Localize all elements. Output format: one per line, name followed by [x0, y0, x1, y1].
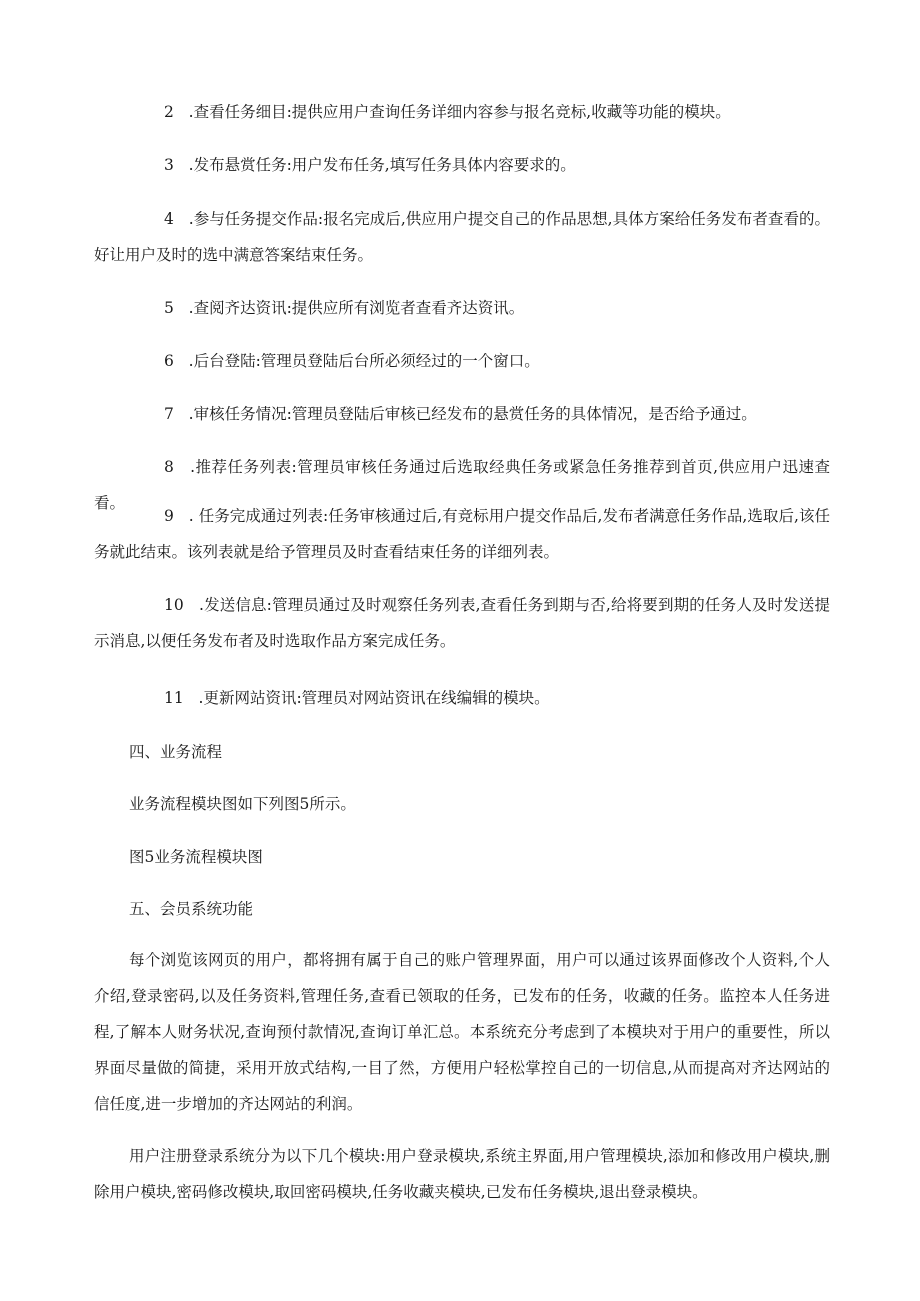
- body-paragraph: 用户注册登录系统分为以下几个模块:用户登录模块,系统主界面,用户管理模块,添加和修改用户模块,删除用户模块,密码修改模块,取回密码模块,任务收藏夹模块,已发布任务模块,退出登录模块。: [94, 1147, 830, 1201]
- item-text: .查看任务细目:提供应用户查询任务详细内容参与报名竞标,收藏等功能的模块。: [188, 103, 731, 121]
- list-item: [94, 498, 830, 570]
- item-number: 8: [164, 458, 174, 476]
- body-text: 业务流程模块图如下列图5所示。: [129, 795, 356, 813]
- item-number: 6: [164, 352, 174, 370]
- section-heading: 五、会员系统功能: [129, 900, 254, 918]
- list-item: [94, 147, 830, 183]
- item-number: 5: [164, 299, 174, 317]
- item-number: 3: [164, 156, 174, 174]
- item-text: .审核任务情况:管理员登陆后审核已经发布的悬赏任务的具体情况，是否给予通过。: [188, 405, 757, 423]
- list-item: [94, 396, 830, 432]
- list-item: [94, 290, 830, 326]
- item-text: .发布悬赏任务:用户发布任务,填写任务具体内容要求的。: [188, 156, 576, 174]
- item-number: 4: [164, 210, 174, 228]
- list-item: [94, 587, 830, 659]
- item-text: . 任务完成通过列表:任务审核通过后,有竞标用户提交作品后,发布者满意任务作品,选取后,该任务就此结束。该列表就是给予管理员及时查看结束任务的详细列表。: [94, 507, 831, 561]
- item-number: 9: [164, 507, 174, 525]
- list-item: [94, 94, 830, 130]
- item-number: 11: [164, 689, 184, 707]
- list-item: [94, 201, 830, 273]
- list-item: [94, 343, 830, 379]
- item-number: 7: [164, 405, 174, 423]
- item-text: .后台登陆:管理员登陆后台所必须经过的一个窗口。: [188, 352, 540, 370]
- figure-caption: 图5业务流程模块图: [129, 848, 263, 866]
- body-paragraph: 每个浏览该网页的用户，都将拥有属于自己的账户管理界面，用户可以通过该界面修改个人资料,个人介绍,登录密码,以及任务资料,管理任务,查看已领取的任务，已发布的任务，收藏的任务。监控本人任务进程,了解本人财务状况,查询预付款情况,查询订单汇总。本系统充分考虑到了本模块对于用户的重要性，所以界面尽量做的简捷，采用开放式结构,一目了然，方便用户轻松掌控自己的一切信息,从而提高对齐达网站的信任度,进一步增加的齐达网站的利润。: [94, 951, 830, 1113]
- item-number: 2: [164, 103, 174, 121]
- item-number: 10: [164, 596, 184, 614]
- section-heading: 四、业务流程: [129, 743, 223, 761]
- item-text: .更新网站资讯:管理员对网站资讯在线编辑的模块。: [198, 689, 550, 707]
- item-text: .查阅齐达资讯:提供应所有浏览者查看齐达资讯。: [188, 299, 525, 317]
- list-item: [94, 680, 830, 716]
- item-text: .推荐任务列表:管理员审核任务通过后选取经典任务或紧急任务推荐到首页,供应用户迅速查看。: [94, 458, 830, 512]
- item-text: .发送信息:管理员通过及时观察任务列表,查看任务到期与否,给将要到期的任务人及时发送提示消息,以便任务发布者及时选取作品方案完成任务。: [94, 596, 830, 650]
- item-text: .参与任务提交作品:报名完成后,供应用户提交自己的作品思想,具体方案给任务发布者查看的。好让用户及时的选中满意答案结束任务。: [94, 210, 830, 264]
